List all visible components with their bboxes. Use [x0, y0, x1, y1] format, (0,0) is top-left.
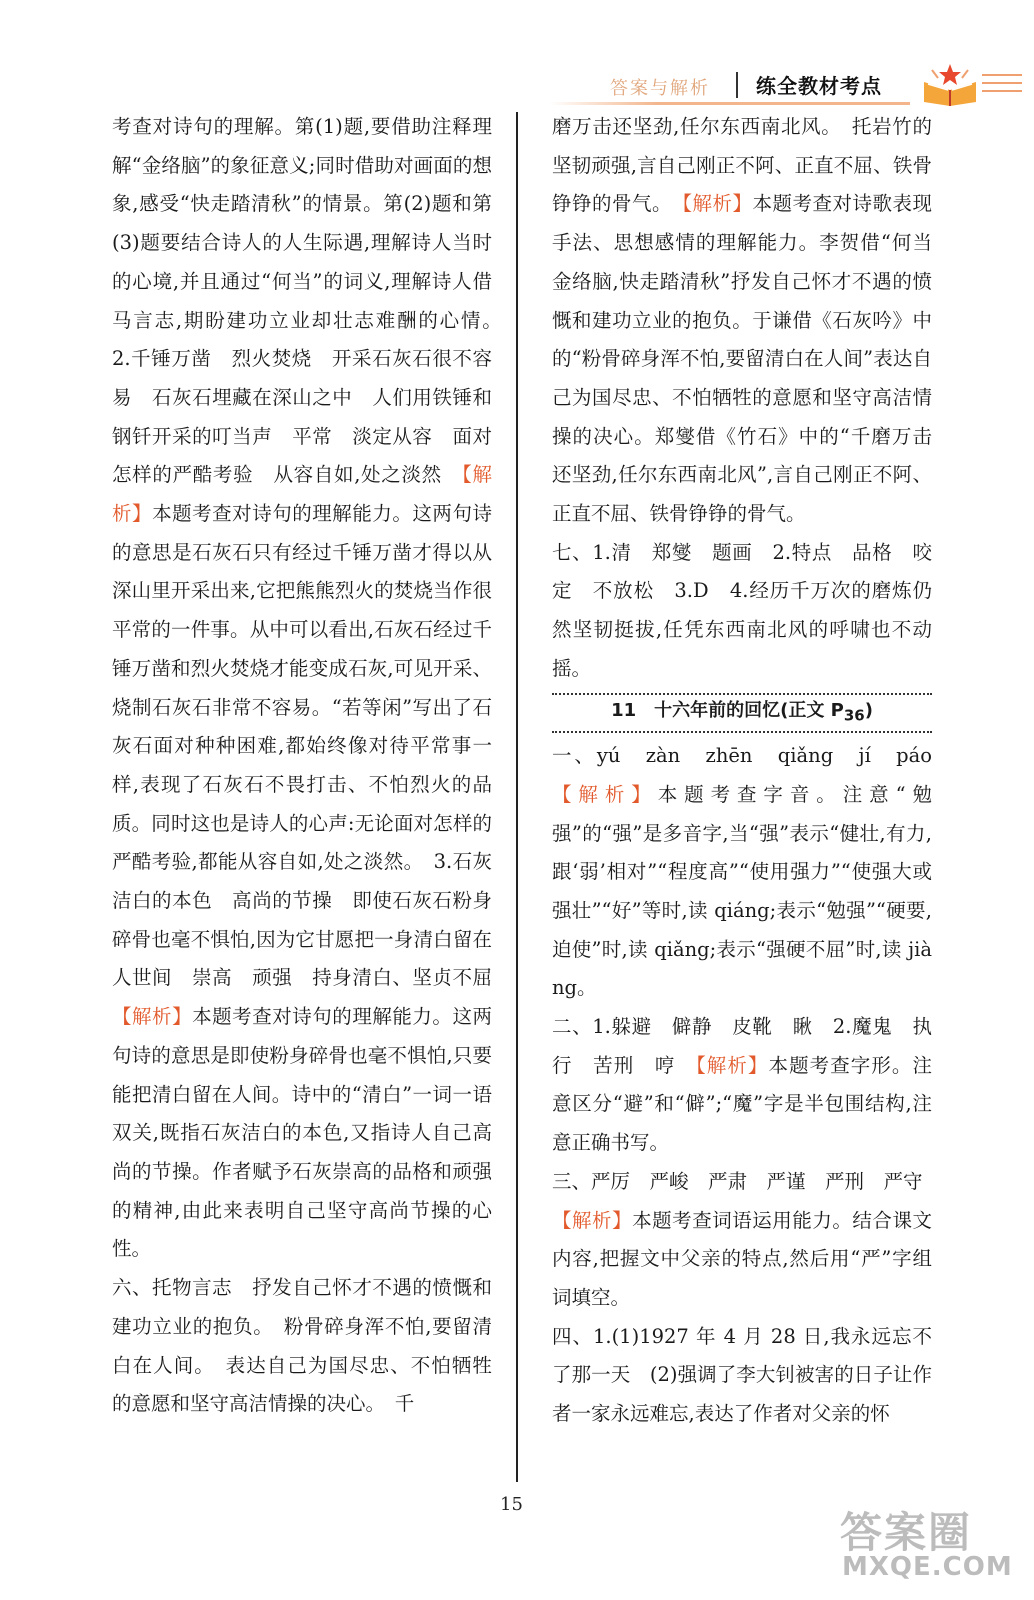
analysis-tag: 【解析】 — [112, 1005, 193, 1029]
right-item-two: 二、1.躲避 僻静 皮靴 瞅 2.魔鬼 执行 苦刑 哼 【解析】本题考查字形。注意区分“避”和“僻”;“魔”字是半包围结构,注意正确书写。 — [552, 1015, 932, 1155]
header-separator — [736, 72, 738, 98]
watermark — [830, 1500, 1013, 1590]
analysis-tag: 【解析】 — [552, 782, 658, 806]
analysis-tag: 【解析】 — [682, 192, 753, 216]
right-text-2: 本题考查对诗歌表现手法、思想感情的理解能力。李贺借“何当金络脑,快走踏清秋”抒发自己怀才不遇的愤慨和建功立业的抱负。于谦借《石灰吟》中的“粉骨碎身浑不怕,要留清白在人间”表达自己为国尽忠、不怕牺牲的意愿和坚守高洁情操的决心。郑燮借《竹石》中的“千磨万击还坚劲,任尔东西南北风”,言自己刚正不阿、正直不屈、铁骨铮铮的骨气。 — [552, 192, 932, 526]
left-paragraph — [112, 108, 512, 1269]
right-paragraph-1 — [552, 108, 932, 534]
column-divider — [516, 112, 518, 1482]
header-decor-lines — [982, 74, 1022, 98]
analysis-tag: 【解析】 — [112, 463, 492, 526]
page-number: 15 — [500, 1494, 523, 1515]
right-item-four: 四、1.(1)1927 年 4 月 28 日,我永远忘不了那一天 (2)强调了李大钊被害的日子让作者一家永远难忘,表达了作者对父亲的怀 — [552, 1324, 932, 1426]
analysis-tag: 【解析】 — [552, 1208, 633, 1232]
right-item-three: 三、严厉 严峻 严肃 严谨 严刑 严守 — [552, 1169, 923, 1193]
analysis-tag: 【解析】 — [695, 1053, 769, 1077]
left-text-2: 本题考查对诗句的理解能力。这两句诗的意思是石灰石只有经过千锤万凿才得以从深山里开采出来,它把熊熊烈火的焚烧当作很平常的一件事。从中可以看出,石灰石经过千锤万凿和烈火焚烧才能变成石灰,可见开采、烧制石灰石非常不容易。“若等闲”写出了石灰石面对种种困难,都始终像对待平常事一样,表现了石灰石不畏打击、不怕烈火的品质。同时这也是诗人的心声:无论面对怎样的严酷考验,都能从容自如,处之淡然。 3.石灰洁白的本色 高尚的节操 即使石灰石粉身碎骨也毫不惧怕,因为它甘愿把一身清白留在人世间 崇高 顽强 持身清白、坚贞不屈 — [112, 502, 512, 990]
watermark-line2: MXQE.COM — [842, 1552, 1013, 1582]
right-text-1: 磨万击还坚劲,任尔东西南北风。 托岩竹的坚韧顽强,言自己刚正不阿、正直不屈、铁骨铮铮的骨气。 — [552, 115, 932, 216]
header-left-label: 答案与解析 — [610, 78, 710, 99]
left-text-3: 本题考查对诗句的理解能力。这两句诗的意思是即使粉身碎骨也毫不惧怕,只要能把清白留在人间。诗中的“清白”一词一语双关,既指石灰洁白的本色,又指诗人自己高尚的节操。作者赋予石灰崇高的品格和顽强的精神,由此来表明自己坚守高尚节操的心性。 — [112, 1005, 492, 1261]
left-text-1: 考查对诗句的理解。第(1)题,要借助注释理解“金络脑”的象征意义;同时借助对画面的想象,感受“快走踏清秋”的情景。第(2)题和第(3)题要结合诗人的人生际遇,理解诗人当时的心境,并且通过“何当”的词义,理解诗人借马言志,期盼建功立业却壮志难酬的心情。 2.千锤万凿 烈火焚烧 开采石灰石很不容易 石灰石埋藏在深山之中 人们用铁锤和钢钎开采的叮当声 平常 淡定从容 面对怎样的严酷考验 从容自如,处之淡然 — [112, 115, 512, 487]
watermark-line1: 答案圈 — [840, 1508, 973, 1557]
left-item-six: 六、托物言志 抒发自己怀才不遇的愤慨和建功立业的抱负。 粉骨碎身浑不怕,要留清白在人间。 表达自己为国尽忠、不怕牺牲的意愿和坚守高洁情操的决心。 千 — [112, 1276, 492, 1416]
right-item-one: 一、yú zàn zhēn qiǎng jí páo 【解析】本题考查字音。注意“勉强”的“强”是多音字,当“强”表示“健壮,有力,跟‘弱’相对”“程度高”“使用强力”“使强大或强壮”“好”等时,读 qiáng;表示“勉强”“硬要,迫使”时,读 qiǎng;表示“强硬不屈”时,读 jiàng。 — [552, 744, 952, 1000]
right-item-seven: 七、1.清 郑燮 题画 2.特点 品格 咬定 不放松 3.D 4.经历千万次的磨炼仍然坚韧挺拔,任凭东西南北风的呼啸也不动摇。 — [552, 540, 932, 680]
book-logo-icon — [920, 62, 980, 106]
header-underline — [550, 102, 910, 105]
right-column — [552, 108, 952, 1434]
section-title: 11 十六年前的回忆(正文 $P_{36}$) — [552, 693, 932, 734]
header-right-label: 练全教材考点 — [756, 74, 882, 98]
left-column — [112, 108, 512, 1424]
page-header — [550, 62, 1010, 112]
right-item-three-analysis: 【解析】本题考查词语运用能力。结合课文内容,把握文中父亲的特点,然后用“严”字组词填空。 — [552, 1208, 932, 1309]
